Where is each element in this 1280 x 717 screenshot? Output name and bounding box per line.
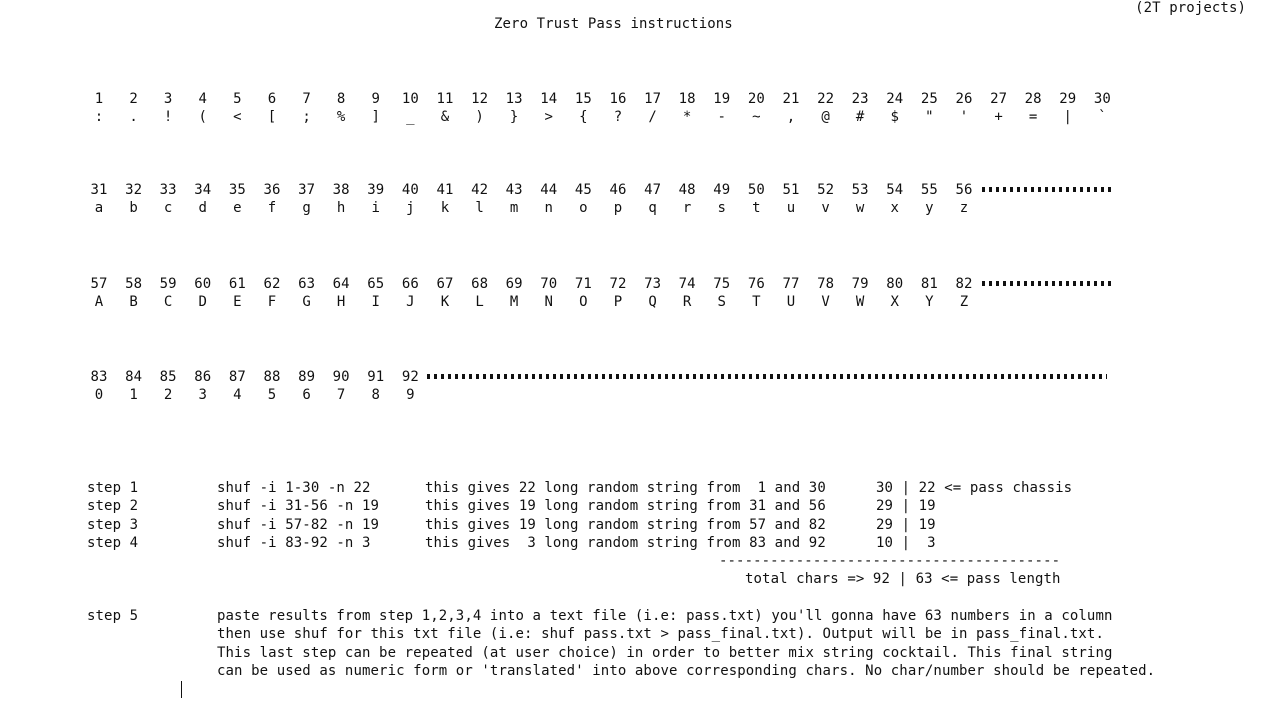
char-symbol: u	[786, 200, 796, 216]
char-number: 5	[233, 91, 242, 107]
char-symbol: Q	[648, 294, 657, 310]
char-number: 8	[336, 91, 346, 107]
char-symbol: 4	[233, 387, 242, 403]
char-number: 75	[713, 276, 731, 292]
char-symbol: '	[959, 109, 969, 125]
char-number: 66	[401, 276, 419, 292]
char-number: 80	[886, 276, 904, 292]
char-number: 23	[851, 91, 869, 107]
char-number: 63	[298, 276, 316, 292]
char-number: 13	[505, 91, 523, 107]
char-number: 73	[644, 276, 662, 292]
char-symbol: 0	[94, 387, 104, 403]
char-number: 37	[298, 182, 316, 198]
char-number: 38	[332, 182, 350, 198]
char-symbol: G	[302, 294, 311, 310]
char-number: 22	[817, 91, 835, 107]
char-symbol: -	[717, 109, 727, 125]
char-symbol: a	[94, 200, 104, 216]
char-number: 84	[125, 369, 143, 385]
char-number: 6	[267, 91, 277, 107]
char-symbol: D	[198, 294, 208, 310]
separator-line: ----------------------------------------	[719, 553, 1061, 570]
char-symbol: d	[198, 200, 208, 216]
char-symbol: e	[233, 200, 242, 216]
char-symbol: |	[1063, 109, 1073, 125]
char-number: 27	[990, 91, 1008, 107]
char-symbol: 2	[163, 387, 173, 403]
char-number: 31	[90, 182, 108, 198]
char-number: 83	[90, 369, 108, 385]
char-symbol: :	[94, 109, 104, 125]
char-number: 64	[332, 276, 350, 292]
char-symbol: `	[1098, 109, 1107, 125]
char-number: 46	[609, 182, 627, 198]
char-number: 62	[263, 276, 281, 292]
char-number: 67	[436, 276, 454, 292]
step-row	[87, 497, 936, 515]
char-symbol: &	[440, 109, 450, 125]
char-symbol: M	[509, 294, 519, 310]
char-symbol: L	[475, 294, 484, 310]
char-number: 34	[194, 182, 212, 198]
step-command: shuf -i 83-92 -n 3	[217, 534, 371, 551]
char-symbol: o	[579, 200, 588, 216]
spacer	[87, 589, 121, 607]
char-number: 44	[540, 182, 558, 198]
char-number: 16	[609, 91, 627, 107]
char-number: 2	[129, 91, 138, 107]
char-symbol: K	[440, 294, 450, 310]
char-symbol: )	[475, 109, 484, 125]
char-number: 48	[678, 182, 696, 198]
char-number: 41	[436, 182, 454, 198]
char-number: 79	[851, 276, 869, 292]
step-row	[87, 534, 936, 552]
step-label: step 2	[87, 498, 139, 515]
char-number: 21	[782, 91, 800, 107]
step-command: shuf -i 57-82 -n 19	[217, 516, 380, 533]
char-number: 49	[713, 182, 731, 198]
step-label: step 4	[87, 534, 139, 551]
char-number: 76	[747, 276, 765, 292]
char-number: 19	[713, 91, 731, 107]
char-number: 39	[367, 182, 385, 198]
step5-row	[87, 607, 1113, 625]
char-number: 12	[471, 91, 489, 107]
step-count: 29 | 19	[876, 516, 936, 533]
char-number: 35	[228, 182, 246, 198]
char-number: 91	[367, 369, 385, 385]
step5-row	[87, 662, 1156, 680]
char-symbol: v	[821, 200, 830, 216]
char-number: 20	[747, 91, 765, 107]
char-symbol: X	[890, 294, 900, 310]
char-symbol: <	[233, 109, 242, 125]
char-number: 69	[505, 276, 523, 292]
char-symbol: >	[544, 109, 554, 125]
char-symbol: j	[406, 200, 415, 216]
char-number: 74	[678, 276, 696, 292]
step-command: shuf -i 31-56 -n 19	[217, 498, 380, 515]
char-number: 7	[302, 91, 311, 107]
char-number: 42	[471, 182, 489, 198]
char-number: 24	[886, 91, 904, 107]
dots-row-2	[982, 187, 1112, 192]
char-symbol: 8	[371, 387, 381, 403]
step5-line: paste results from step 1,2,3,4 into a text file (i.e: pass.txt) you'll gonna have 63 numbers in a column	[217, 608, 1113, 625]
char-number: 11	[436, 91, 454, 107]
char-symbol: 3	[198, 387, 208, 403]
char-number: 85	[159, 369, 177, 385]
char-symbol: W	[855, 294, 865, 310]
char-symbol: s	[717, 200, 727, 216]
char-symbol: g	[302, 200, 311, 216]
char-symbol: T	[752, 294, 761, 310]
char-number: 40	[401, 182, 419, 198]
char-number: 88	[263, 369, 281, 385]
char-symbol: i	[371, 200, 381, 216]
char-number: 82	[955, 276, 973, 292]
page-title: Zero Trust Pass instructions	[494, 16, 733, 32]
step-count: 30 | 22 <= pass chassis	[876, 480, 1073, 496]
char-symbol: 7	[336, 387, 346, 403]
char-symbol: ]	[371, 109, 381, 125]
char-symbol: %	[336, 109, 346, 125]
step5-line: can be used as numeric form or 'translated' into above corresponding chars. No char/number should be repeated.	[217, 662, 1156, 679]
char-symbol: $	[890, 109, 900, 125]
char-number: 61	[228, 276, 246, 292]
char-symbol: 5	[267, 387, 277, 403]
step5-line: This last step can be repeated (at user choice) in order to better mix string cocktail. This final string	[217, 644, 1113, 661]
char-symbol: C	[163, 294, 173, 310]
dots-row-4	[427, 374, 1107, 379]
dots-row-3	[982, 281, 1112, 286]
char-symbol: k	[440, 200, 450, 216]
char-number: 26	[955, 91, 973, 107]
char-symbol: 9	[406, 387, 415, 403]
char-symbol: P	[613, 294, 623, 310]
char-symbol: f	[267, 200, 277, 216]
char-symbol: O	[579, 294, 588, 310]
char-symbol: U	[786, 294, 796, 310]
char-symbol: w	[855, 200, 865, 216]
char-number: 36	[263, 182, 281, 198]
char-number: 56	[955, 182, 973, 198]
char-symbol: _	[406, 109, 415, 125]
char-number: 9	[371, 91, 381, 107]
char-number: 15	[574, 91, 592, 107]
char-symbol: S	[717, 294, 727, 310]
char-symbol: l	[475, 200, 484, 216]
char-symbol: (	[198, 109, 208, 125]
char-number: 68	[471, 276, 489, 292]
total-row	[87, 570, 1061, 588]
char-number: 29	[1059, 91, 1077, 107]
char-symbol: ~	[752, 109, 761, 125]
char-number: 90	[332, 369, 350, 385]
char-symbol: F	[267, 294, 277, 310]
char-number: 25	[920, 91, 938, 107]
char-symbol: y	[925, 200, 934, 216]
char-number: 54	[886, 182, 904, 198]
step5-row	[87, 644, 1113, 662]
char-number: 51	[782, 182, 800, 198]
step-description: this gives 3 long random string from 83 and 92	[425, 534, 826, 551]
char-symbol: =	[1028, 109, 1038, 125]
step5-line: then use shuf for this txt file (i.e: shuf pass.txt > pass_final.txt). Output will be in pass_final.txt.	[217, 626, 1104, 643]
char-number: 4	[198, 91, 208, 107]
char-symbol: t	[752, 200, 761, 216]
char-symbol: r	[682, 200, 692, 216]
char-number: 86	[194, 369, 212, 385]
char-symbol: /	[648, 109, 657, 125]
char-symbol: *	[682, 109, 692, 125]
char-symbol: p	[613, 200, 623, 216]
char-number: 32	[125, 182, 143, 198]
char-symbol: A	[94, 294, 104, 310]
char-symbol: {	[579, 109, 588, 125]
step-label: step 5	[87, 608, 139, 625]
step-row	[87, 516, 936, 534]
char-number: 59	[159, 276, 177, 292]
char-number: 33	[159, 182, 177, 198]
char-symbol: z	[959, 200, 969, 216]
char-number: 53	[851, 182, 869, 198]
char-number: 89	[298, 369, 316, 385]
char-symbol: N	[544, 294, 554, 310]
step5-row	[87, 625, 1104, 643]
char-symbol: ;	[302, 109, 311, 125]
step-label: step 1	[87, 480, 139, 496]
char-number: 45	[574, 182, 592, 198]
char-number: 17	[644, 91, 662, 107]
char-number: 81	[920, 276, 938, 292]
char-symbol: B	[129, 294, 138, 310]
step-count: 29 | 19	[876, 498, 936, 515]
char-symbol: Y	[925, 294, 934, 310]
char-symbol: ,	[786, 109, 796, 125]
char-number: 47	[644, 182, 662, 198]
char-number: 92	[401, 369, 419, 385]
char-symbol: I	[371, 294, 381, 310]
char-symbol: H	[336, 294, 346, 310]
char-number: 18	[678, 91, 696, 107]
char-symbol: q	[648, 200, 657, 216]
step-description: this gives 22 long random string from 1 and 30	[425, 480, 826, 496]
char-number: 87	[228, 369, 246, 385]
total-line: total chars => 92 | 63 <= pass length	[745, 571, 1061, 588]
char-number: 28	[1024, 91, 1042, 107]
char-number: 78	[817, 276, 835, 292]
char-number: 65	[367, 276, 385, 292]
char-symbol: c	[163, 200, 173, 216]
char-number: 1	[94, 91, 104, 107]
char-symbol: "	[925, 109, 934, 125]
step-description: this gives 19 long random string from 31 and 56	[425, 498, 826, 515]
separator-row	[87, 552, 1061, 570]
steps-block	[87, 479, 1156, 680]
char-symbol: E	[233, 294, 242, 310]
char-number: 50	[747, 182, 765, 198]
char-symbol: b	[129, 200, 138, 216]
char-number: 55	[920, 182, 938, 198]
char-number: 77	[782, 276, 800, 292]
char-symbol: 1	[129, 387, 138, 403]
char-number: 60	[194, 276, 212, 292]
char-number: 30	[1093, 91, 1111, 107]
char-symbol: 6	[302, 387, 311, 403]
char-symbol: h	[336, 200, 346, 216]
step-row	[87, 479, 1073, 497]
step-description: this gives 19 long random string from 57 and 82	[425, 516, 826, 533]
char-number: 70	[540, 276, 558, 292]
char-symbol: [	[267, 109, 277, 125]
step-count: 10 | 3	[876, 534, 936, 551]
char-number: 43	[505, 182, 523, 198]
step-command: shuf -i 1-30 -n 22	[217, 480, 371, 496]
char-number: 57	[90, 276, 108, 292]
char-number: 14	[540, 91, 558, 107]
char-symbol: J	[406, 294, 415, 310]
char-symbol: #	[855, 109, 865, 125]
char-symbol: .	[129, 109, 138, 125]
char-symbol: x	[890, 200, 900, 216]
step-label: step 3	[87, 516, 139, 533]
char-symbol: @	[821, 109, 830, 125]
char-number: 58	[125, 276, 143, 292]
char-number: 72	[609, 276, 627, 292]
char-symbol: V	[821, 294, 830, 310]
char-number: 52	[817, 182, 835, 198]
char-symbol: R	[682, 294, 692, 310]
char-symbol: Z	[959, 294, 969, 310]
char-symbol: !	[163, 109, 173, 125]
char-number: 71	[574, 276, 592, 292]
char-symbol: ?	[613, 109, 623, 125]
char-symbol: n	[544, 200, 554, 216]
char-symbol: m	[509, 200, 519, 216]
char-symbol: }	[509, 109, 519, 125]
char-number: 3	[163, 91, 173, 107]
char-number: 10	[401, 91, 419, 107]
char-symbol: +	[994, 109, 1003, 125]
text-cursor[interactable]	[181, 681, 182, 698]
projects-tag: (2T projects)	[1135, 0, 1246, 16]
